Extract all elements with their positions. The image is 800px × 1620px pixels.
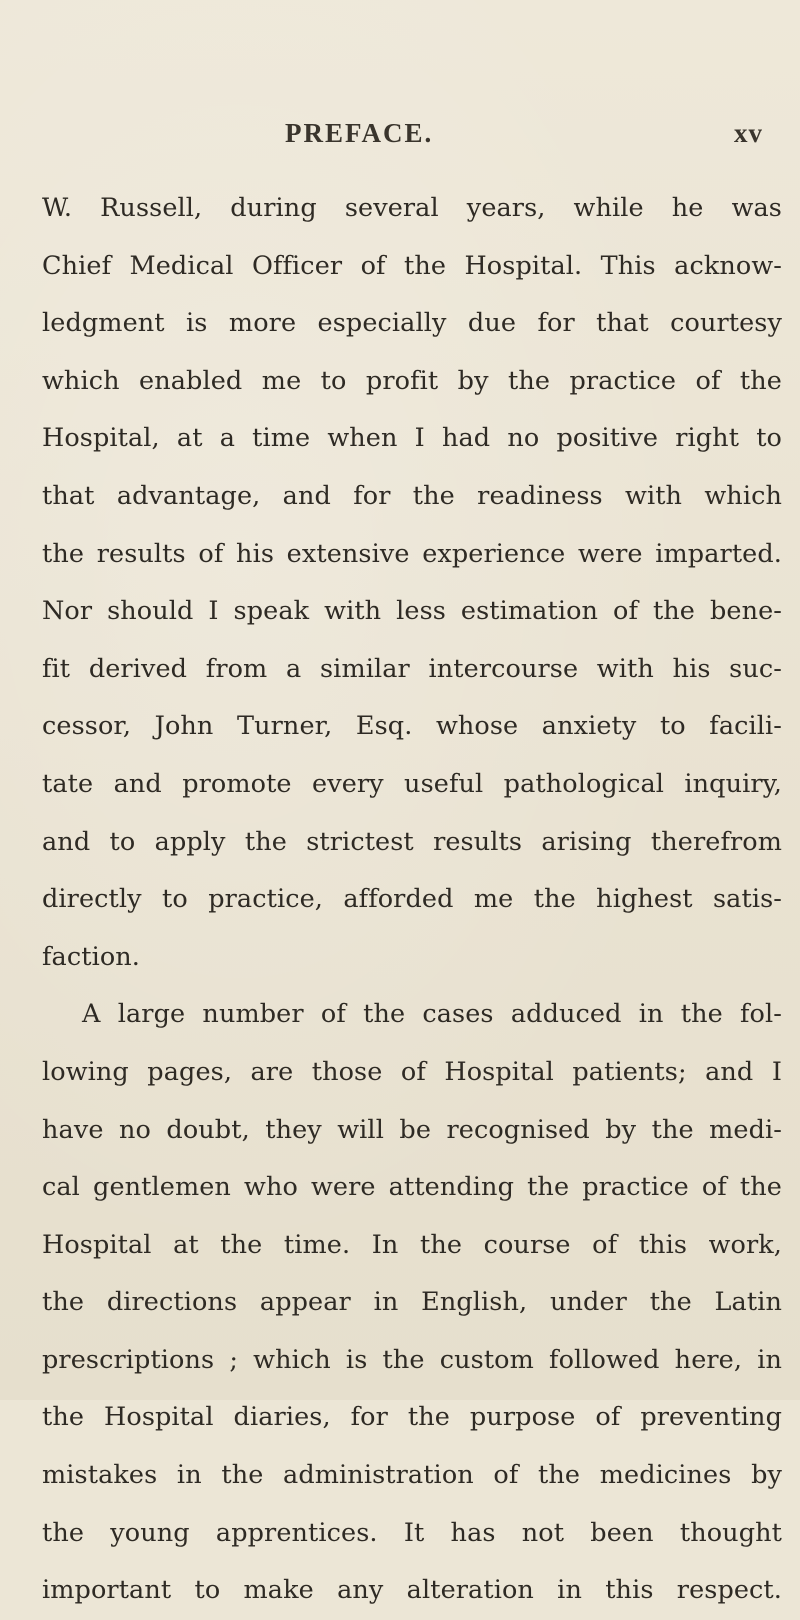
text-line: Nor should I speak with less estimation of the bene- bbox=[42, 596, 782, 627]
body-text bbox=[42, 180, 782, 1620]
text-line: Chief Medical Officer of the Hospital. This acknow- bbox=[42, 250, 782, 281]
page-number: xv bbox=[734, 118, 763, 148]
text-line: important to make any alteration in this respect. bbox=[42, 1575, 782, 1606]
text-line: W. Russell, during several years, while he was bbox=[42, 193, 782, 223]
text-line: lowing pages, are those of Hospital patients; and I bbox=[42, 1056, 782, 1087]
text-line: that advantage, and for the readiness with which bbox=[42, 480, 782, 511]
text-line: the results of his extensive experience were imparted. bbox=[42, 538, 782, 569]
page-header bbox=[0, 118, 800, 158]
text-line: which enabled me to profit by the practice of the bbox=[42, 365, 782, 396]
text-line: faction. bbox=[42, 941, 141, 972]
text-line: cessor, John Turner, Esq. whose anxiety to facili- bbox=[42, 711, 782, 742]
text-line: cal gentlemen who were attending the practice of the bbox=[42, 1172, 782, 1203]
text-line: Hospital at the time. In the course of this work, bbox=[42, 1229, 782, 1260]
text-line: the directions appear in English, under the Latin bbox=[42, 1287, 782, 1318]
text-line: directly to practice, afforded me the highest satis- bbox=[42, 884, 782, 915]
text-line: A large number of the cases adduced in the fol- bbox=[82, 999, 782, 1030]
text-line: ledgment is more especially due for that courtesy bbox=[42, 308, 782, 339]
text-line: fit derived from a similar intercourse with his suc- bbox=[42, 653, 782, 684]
text-line: Hospital, at a time when I had no positive right to bbox=[42, 423, 782, 454]
text-line: and to apply the strictest results arising therefrom bbox=[42, 826, 782, 857]
text-line: prescriptions ; which is the custom followed here, in bbox=[42, 1344, 782, 1375]
text-line: the young apprentices. It has not been thought bbox=[42, 1517, 782, 1548]
text-line: mistakes in the administration of the medicines by bbox=[42, 1460, 782, 1491]
text-line: tate and promote every useful pathological inquiry, bbox=[42, 768, 782, 799]
text-line: the Hospital diaries, for the purpose of preventing bbox=[42, 1402, 782, 1433]
text-line: have no doubt, they will be recognised by the medi- bbox=[42, 1114, 782, 1145]
running-head: PREFACE. bbox=[285, 118, 434, 148]
